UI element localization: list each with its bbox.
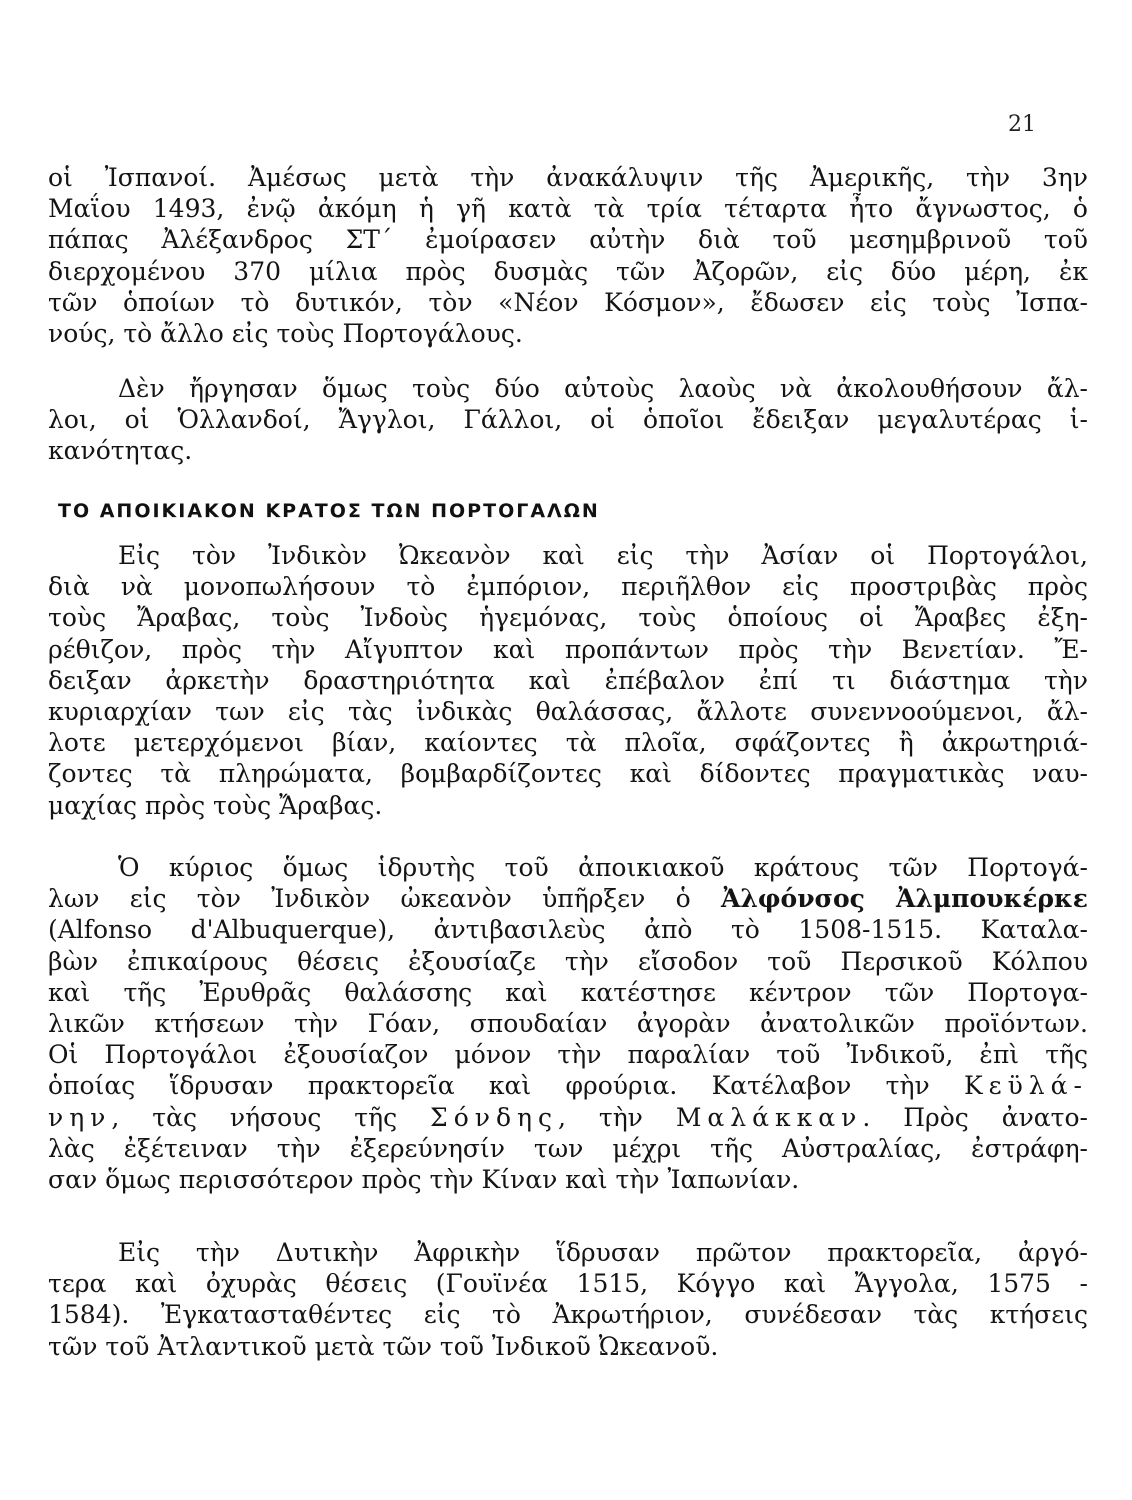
text-fragment: λων εἰς τὸν Ἰνδικὸν ὠκεανὸν ὑπῆρξεν ὁ [48,884,721,914]
section-heading: ΤΟ ΑΠΟΙΚΙΑΚΟΝ ΚΡΑΤΟΣ ΤΩΝ ΠΟΡΤΟΓΑΛΩΝ [58,500,600,522]
text-line: σαν ὅμως περισσότερον πρὸς τὴν Κίναν καὶ τὴν Ἰαπωνίαν. [48,1164,800,1194]
place-name-malacca: Μαλάκκαν [675,1102,863,1132]
place-name-ceylon: Κεϋλά- [963,1071,1088,1101]
paragraph-4 [48,852,1088,1195]
text-fragment: , τὰς νήσους τῆς [111,1102,431,1132]
text-line: τοὺς Ἄραβας, τοὺς Ἰνδοὺς ἡγεμόνας, τοὺς ὁποίους οἱ Ἄραβες ἐξη- [48,603,1088,633]
text-line: οἱ Ἰσπανοί. Ἀμέσως μετὰ τὴν ἀνακάλυψιν τῆς Ἀμερικῆς, τὴν 3ην [48,163,1088,192]
text-line: ζοντες τὰ πληρώματα, βομβαρδίζοντες καὶ δίδοντες πραγματικὰς ναυ- [48,759,1088,789]
text-line [48,1070,1088,1101]
text-fragment: , τὴν [558,1102,676,1132]
text-line: τερα καὶ ὀχυρὰς θέσεις (Γουϊνέα 1515, Κόγγο καὶ Ἄγγολα, 1575 - [48,1269,1088,1299]
text-line: βὼν ἐπικαίρους θέσεις ἐξουσίαζε τὴν εἴσοδον τοῦ Περσικοῦ Κόλπου [48,946,1088,976]
paragraph-2 [48,373,1088,467]
text-line [48,883,1088,914]
text-line: λοι, οἱ Ὁλλανδοί, Ἄγγλοι, Γάλλοι, οἱ ὁποῖοι ἔδειξαν μεγαλυτέρας ἱ- [48,405,1088,435]
text-line: κυριαρχίαν των εἰς τὰς ἰνδικὰς θαλάσσας, ἄλλοτε συνεννοούμενοι, ἄλ- [48,696,1088,726]
place-name-sunda: Σόνδης [430,1102,558,1132]
text-line [48,1102,1088,1133]
text-line: διερχομένου 370 μίλια πρὸς δυσμὰς τῶν Ἀζορῶν, εἰς δύο μέρη, ἐκ [48,256,1088,286]
text-line: ρέθιζον, πρὸς τὴν Αἴγυπτον καὶ προπάντων πρὸς τὴν Βενετίαν. Ἔ- [48,634,1088,664]
place-name-ceylon-end: νην [48,1102,112,1132]
text-line: τῶν τοῦ Ἀτλαντικοῦ μετὰ τῶν τοῦ Ἰνδικοῦ Ὠκεανοῦ. [48,1331,719,1361]
text-line: Ὁ κύριος ὅμως ἱδρυτὴς τοῦ ἀποικιακοῦ κράτους τῶν Πορτογά- [118,853,1088,882]
text-line: λικῶν κτήσεων τὴν Γόαν, σπουδαίαν ἀγορὰν ἀνατολικῶν προϊόντων. [48,1008,1088,1038]
text-line: διὰ νὰ μονοπωλήσουν τὸ ἐμπόριον, περιῆλθον εἰς προστριβὰς πρὸς [48,572,1088,602]
text-line: λοτε μετερχόμενοι βίαν, καίοντες τὰ πλοῖα, σφάζοντες ἢ ἀκρωτηριά- [48,728,1088,758]
text-line: κανότητας. [48,436,193,466]
text-line: δειξαν ἀρκετὴν δραστηριότητα καὶ ἐπέβαλον ἐπί τι διάστημα τὴν [48,665,1088,695]
text-line: μαχίας πρὸς τοὺς Ἄραβας. [48,790,383,820]
text-line: 1584). Ἐγκατασταθέντες εἰς τὸ Ἀκρωτήριον, συνέδεσαν τὰς κτήσεις [48,1300,1088,1330]
text-line: Οἱ Πορτογάλοι ἐξουσίαζον μόνον τὴν παραλίαν τοῦ Ἰνδικοῦ, ἐπὶ τῆς [48,1040,1088,1070]
text-line: καὶ τῆς Ἐρυθρᾶς θαλάσσης καὶ κατέστησε κέντρον τῶν Πορτογα- [48,977,1088,1007]
albuquerque-name: Ἀλφόνσος Ἀλμπουκέρκε [720,884,1088,914]
text-line: νούς, τὸ ἄλλο εἰς τοὺς Πορτογάλους. [48,318,523,348]
text-line: τῶν ὁποίων τὸ δυτικόν, τὸν «Νέον Κόσμον», ἔδωσεν εἰς τοὺς Ἰσπα- [48,287,1088,317]
paragraph-1 [48,162,1088,349]
text-line: Δὲν ἤργησαν ὅμως τοὺς δύο αὐτοὺς λαοὺς νὰ ἀκολουθήσουν ἄλ- [118,374,1088,403]
paragraph-5 [48,1237,1088,1362]
text-line: πάπας Ἀλέξανδρος ΣΤ΄ ἐμοίρασεν αὐτὴν διὰ τοῦ μεσημβρινοῦ τοῦ [48,225,1088,255]
text-line: λὰς ἐξέτειναν τὴν ἐξερεύνησίν των μέχρι τῆς Αὐστραλίας, ἐστράφη- [48,1133,1088,1163]
text-fragment: . Πρὸς ἀνατο- [862,1102,1088,1132]
text-line: (Alfonso d'Albuquerque), ἀντιβασιλεὺς ἀπὸ τὸ 1508-1515. Καταλα- [48,915,1088,945]
text-line: Εἰς τὸν Ἰνδικὸν Ὠκεανὸν καὶ εἰς τὴν Ἀσίαν οἱ Πορτογάλοι, [118,541,1088,570]
text-fragment: ὁποίας ἵδρυσαν πρακτορεῖα καὶ φρούρια. Κατέλαβον τὴν [48,1071,964,1101]
paragraph-3 [48,540,1088,821]
text-line: Εἰς τὴν Δυτικὴν Ἀφρικὴν ἵδρυσαν πρῶτον πρακτορεῖα, ἀργό- [118,1238,1088,1267]
text-line: Μαΐου 1493, ἐνῷ ἀκόμη ἡ γῆ κατὰ τὰ τρία τέταρτα ἦτο ἄγνωστος, ὁ [48,194,1088,224]
page-number: 21 [1008,112,1036,137]
